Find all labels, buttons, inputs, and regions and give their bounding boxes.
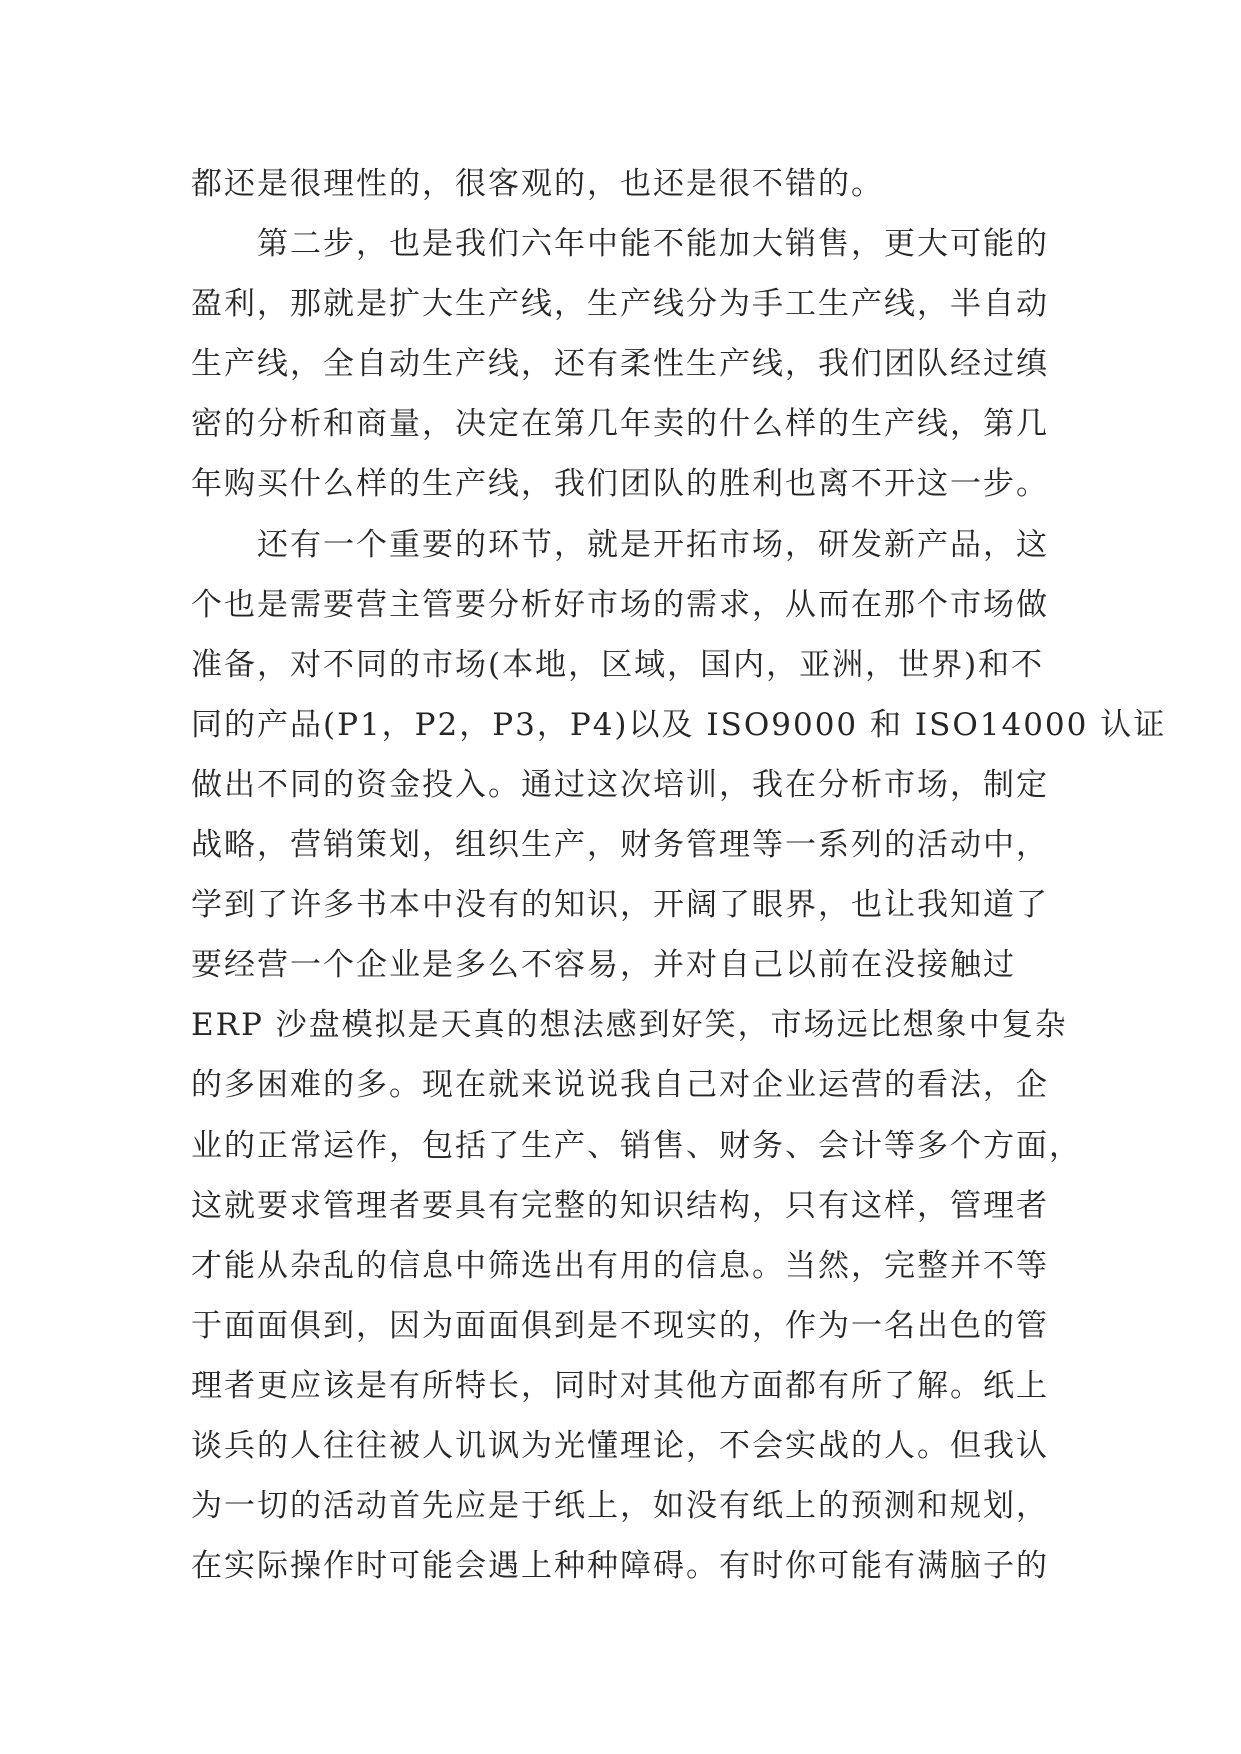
text-line: 准备，对不同的市场(本地，区域，国内，亚洲，世界)和不 xyxy=(191,646,1045,683)
document-body xyxy=(191,154,1167,1596)
text-line: 的多困难的多。现在就来说说我自己对企业运营的看法，企 xyxy=(191,1067,1049,1104)
paragraph-start-line: 还有一个重要的环节，就是开拓市场，研发新产品，这 xyxy=(257,526,1049,563)
text-line: 于面面俱到，因为面面俱到是不现实的，作为一名出色的管 xyxy=(191,1307,1049,1344)
text-line: 战略，营销策划，组织生产，财务管理等一系列的活动中， xyxy=(191,827,1049,864)
text-line: 在实际操作时可能会遇上种种障碍。有时你可能有满脑子的 xyxy=(191,1548,1049,1585)
text-line: 理者更应该是有所特长，同时对其他方面都有所了解。纸上 xyxy=(191,1367,1049,1404)
text-line: 密的分析和商量，决定在第几年卖的什么样的生产线，第几 xyxy=(191,406,1049,443)
text-line: 要经营一个企业是多么不容易，并对自己以前在没接触过 xyxy=(191,947,1016,984)
text-line: 个也是需要营主管要分析好市场的需求，从而在那个市场做 xyxy=(191,586,1049,623)
text-line: 才能从杂乱的信息中筛选出有用的信息。当然，完整并不等 xyxy=(191,1247,1049,1284)
text-line: 生产线，全自动生产线，还有柔性生产线，我们团队经过缜 xyxy=(191,346,1049,383)
text-line: 谈兵的人往往被人讥讽为光懂理论，不会实战的人。但我认 xyxy=(191,1427,1049,1464)
paragraph-start-line: 第二步，也是我们六年中能不能加大销售，更大可能的 xyxy=(257,226,1049,263)
text-line: 盈利，那就是扩大生产线，生产线分为手工生产线，半自动 xyxy=(191,286,1049,323)
text-line: 学到了许多书本中没有的知识，开阔了眼界，也让我知道了 xyxy=(191,887,1049,924)
text-line: ERP 沙盘模拟是天真的想法感到好笑，市场远比想象中复杂 xyxy=(191,1007,1068,1044)
text-line: 做出不同的资金投入。通过这次培训，我在分析市场，制定 xyxy=(191,766,1049,803)
text-line: 这就要求管理者要具有完整的知识结构，只有这样，管理者 xyxy=(191,1187,1049,1224)
text-line: 为一切的活动首先应是于纸上，如没有纸上的预测和规划， xyxy=(191,1488,1049,1525)
text-line: 业的正常运作，包括了生产、销售、财务、会计等多个方面， xyxy=(191,1127,1082,1164)
text-line: 都还是很理性的，很客观的，也还是很不错的。 xyxy=(191,166,884,202)
text-line: 年购买什么样的生产线，我们团队的胜利也离不开这一步。 xyxy=(191,466,1049,503)
text-line: 同的产品(P1，P2，P3，P4)以及 ISO9000 和 ISO14000 认证 xyxy=(191,706,1167,743)
